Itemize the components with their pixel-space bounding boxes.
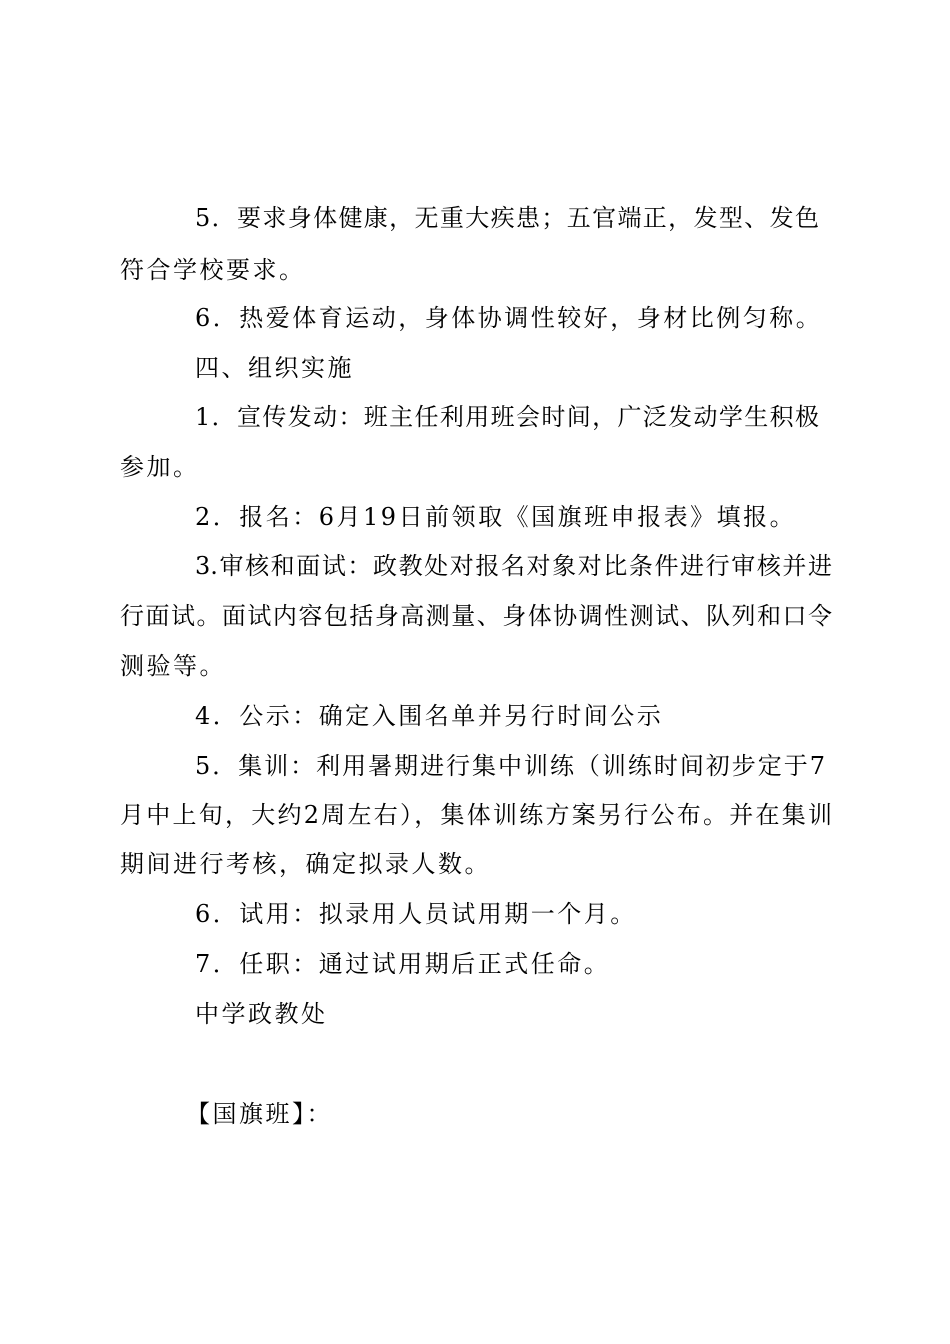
- paragraph-line: 5．要求身体健康，无重大疾患；五官端正，发型、发色: [195, 204, 819, 232]
- paragraph-line: 测验等。: [120, 652, 226, 680]
- section-label: 【国旗班】：: [186, 1100, 333, 1128]
- paragraph-line: 6．热爱体育运动，身体协调性较好，身材比例匀称。: [195, 304, 823, 332]
- paragraph-line: 1．宣传发动：班主任利用班会时间，广泛发动学生积极: [195, 403, 819, 431]
- paragraph-line: 行面试。面试内容包括身高测量、身体协调性测试、队列和口令: [120, 602, 832, 630]
- paragraph-line: 3.审核和面试：政教处对报名对象对比条件进行审核并进: [195, 552, 832, 580]
- paragraph-line: 2．报名：6月19日前领取《国旗班申报表》填报。: [195, 503, 797, 531]
- paragraph-line: 期间进行考核，确定拟录人数。: [120, 850, 491, 878]
- paragraph-line: 5．集训：利用暑期进行集中训练（训练时间初步定于7: [195, 752, 825, 780]
- paragraph-line: 4．公示：确定入围名单并另行时间公示: [195, 702, 664, 730]
- paragraph-line: 6．试用：拟录用人员试用期一个月。: [195, 900, 637, 928]
- section-heading: 四、组织实施: [195, 354, 354, 382]
- paragraph-line: 月中上旬，大约2周左右），集体训练方案另行公布。并在集训: [120, 801, 832, 829]
- paragraph-line: 7．任职：通过试用期后正式任命。: [195, 950, 611, 978]
- paragraph-line: 符合学校要求。: [120, 256, 306, 284]
- signature-line: 中学政教处: [195, 1000, 328, 1028]
- paragraph-line: 参加。: [120, 453, 200, 481]
